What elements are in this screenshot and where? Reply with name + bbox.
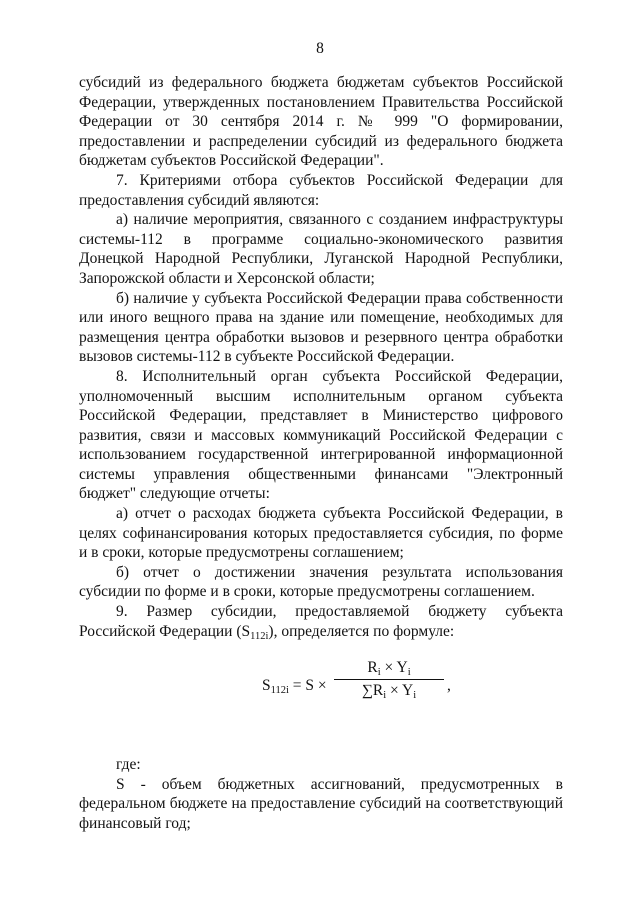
page-number: 8 bbox=[316, 40, 324, 57]
formula-fraction bbox=[334, 659, 444, 700]
formula-den-sub1: i bbox=[383, 690, 387, 702]
formula-lhs-subscript: 112i bbox=[270, 685, 289, 697]
document-body bbox=[79, 73, 563, 834]
paragraph-7-criteria: 7. Критериями отбора субъектов Российской Федерации для предоставления субсидий являются: bbox=[79, 171, 563, 209]
formula-sum-icon: ∑ bbox=[361, 682, 373, 700]
paragraph-s-definition: S - объем бюджетных ассигнований, предусмотренных в федеральном бюджете на предоставление субсидий на соответствующий финансовый год; bbox=[79, 775, 563, 832]
paragraph-7b: б) наличие у субъекта Российской Федерации права собственности или иного вещного права на здание или помещение, необходимых для размещения центра обработки вызовов и резервного центра обработки вызовов системы-112 в субъекте Российской Федерации. bbox=[79, 289, 563, 366]
formula-num-mid: × Y bbox=[380, 659, 408, 677]
paragraph-9-subscript: 112i bbox=[250, 630, 269, 642]
paragraph-7a: а) наличие мероприятия, связанного с созданием инфраструктуры системы-112 в программе социально-экономического развития Донецкой Народной Республики, Луганской Народной Республики, Запорожской области и Херсонской области; bbox=[79, 211, 563, 287]
paragraph-9-close: ), определяется по формуле: bbox=[268, 622, 455, 640]
formula-den-r: R bbox=[372, 682, 384, 700]
subsidy-formula bbox=[79, 655, 563, 719]
paragraph-8a: а) отчет о расходах бюджета субъекта Российской Федерации, в целях софинансирования которых предоставляется субсидия, по форме и в сроки, которые предусмотрены соглашением; bbox=[79, 505, 563, 562]
paragraph-8b: б) отчет о достижении значения результата использования субсидии по форме и в сроки, которые предусмотрены соглашением. bbox=[79, 563, 563, 601]
where-label: где: bbox=[116, 756, 141, 774]
formula-lhs-symbol: S bbox=[262, 677, 271, 695]
formula-equals: = S × bbox=[288, 677, 327, 695]
paragraph-subsidies-continuation: субсидий из федерального бюджета бюджетам субъектов Российской Федерации, утвержденных постановлением Правительства Российской Федерации от 30 сентября 2014 г. № 999 "О формировании, предоставлении и распределении субсидий из федерального бюджета бюджетам субъектов Российской Федерации". bbox=[79, 74, 563, 170]
paragraph-8-reports: 8. Исполнительный орган субъекта Российской Федерации, уполномоченный высшим исполнительным органом субъекта Российской Федерации, представляет в Министерство цифрового развития, связи и массовых коммуникаций Российской Федерации с использованием государственной интегрированной информационной системы управления общественными финансами "Электронный бюджет" следующие отчеты: bbox=[79, 367, 563, 503]
formula-lhs bbox=[262, 677, 327, 695]
formula-comma: , bbox=[447, 677, 451, 695]
formula-den-sub2: i bbox=[413, 690, 417, 702]
formula-numerator bbox=[334, 659, 444, 680]
formula-den-mid: × Y bbox=[386, 682, 414, 700]
formula-num-sub1: i bbox=[377, 667, 381, 679]
paragraph-9-text: 9. Размер субсидии, предоставляемой бюджету субъекта Российской Федерации bbox=[79, 603, 563, 640]
paragraph-9-size bbox=[79, 602, 563, 641]
formula-denominator bbox=[334, 680, 444, 700]
formula-num-sub2: i bbox=[407, 667, 411, 679]
formula-num-r: R bbox=[367, 659, 378, 677]
paragraph-9-open: (S bbox=[232, 622, 251, 640]
